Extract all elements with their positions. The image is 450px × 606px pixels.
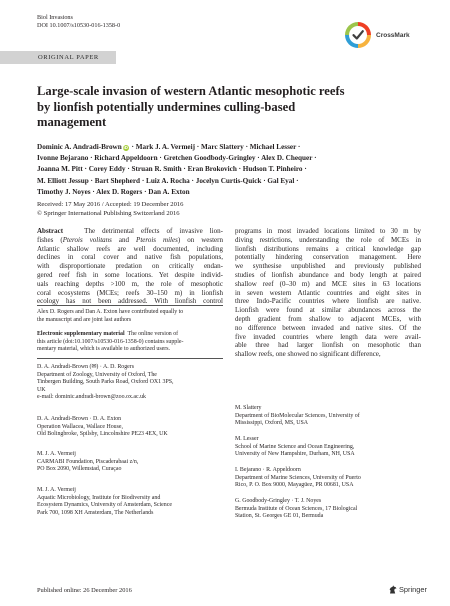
affiliation-block <box>235 467 425 490</box>
author-line: Timothy J. Noyes · Alex D. Rogers · Dan A. Exton <box>37 187 190 196</box>
affiliation-line: Ecosystem Dynamics, University of Amsterdam, Science <box>37 502 172 509</box>
first-author[interactable]: Dominic A. Andradi-Brown <box>37 143 122 151</box>
author-line-rest: · Mark J. A. Vermeij · Marc Slattery · Michael Lesser · <box>129 143 301 151</box>
affiliation-line: School of Marine Science and Ocean Engineering, <box>235 443 355 450</box>
author-line <box>37 142 422 153</box>
abstract-line: declines in coral cover and native fish populations, <box>37 253 223 262</box>
affiliation-line: Bermuda Institute of Ocean Sciences, 17 Biological <box>235 505 358 512</box>
affiliation-block <box>37 416 227 439</box>
springer-logo[interactable] <box>389 585 427 594</box>
title-line: Large-scale invasion of western Atlantic mesophotic reefs <box>37 84 345 98</box>
published-online: Published online: 26 December 2016 <box>37 587 132 594</box>
abstract-line: programs in most invaded locations limited to 30 m by <box>235 227 421 235</box>
affiliation-line: D. A. Andradi-Brown · D. A. Exton <box>37 416 122 422</box>
affiliation-line: M. Lesser <box>235 436 259 442</box>
abstract-line: studies of lionfish abundance and body length at paired <box>235 270 421 279</box>
springer-horse-icon <box>389 585 397 594</box>
abstract-line: coral ecosystems (MCEs; reefs 30–150 m) in lionfish <box>37 288 223 297</box>
affiliation-block <box>37 487 227 517</box>
orcid-icon[interactable]: iD <box>123 144 128 150</box>
abstract-line: shallow reefs, one showed no significant difference, <box>235 350 381 359</box>
affiliation-block <box>235 436 425 459</box>
abstract-line: ecology has not been addressed. With lionfish control <box>37 297 223 306</box>
author-list <box>37 142 422 198</box>
author-line: M. Elliott Jessup · Bart Shepherd · Luiz A. Rocha · Jocelyn Curtis-Quick · Gal Eyal · <box>37 176 299 185</box>
journal-header <box>37 14 120 30</box>
abstract-line: fishes (Pterois volitans and Pterois miles) on western <box>37 235 223 244</box>
affiliation-line: Department of Marine Sciences, University of Puerto <box>235 474 361 481</box>
affiliation-line: University of New Hampshire, Durham, NH, USA <box>235 451 355 458</box>
contribution-line: the manuscript and are joint last authors <box>37 316 132 323</box>
affiliation-block <box>37 364 227 402</box>
abstract-line: lionfish distributions remains a critical knowledge gap <box>235 244 421 253</box>
abstract-line: potentially hindering conservation management. Here <box>235 253 421 262</box>
abstract-line: diving restrictions, understanding the role of MCEs in <box>235 235 421 244</box>
journal-name: Biol Invasions <box>37 14 73 21</box>
affiliation-line: M. J. A. Vermeij <box>37 451 76 457</box>
affiliation-line: M. J. A. Vermeij <box>37 487 76 493</box>
affiliation-line: Department of Zoology, University of Oxford, The <box>37 371 157 378</box>
affiliation-line: Mississippi, Oxford, MS, USA <box>235 420 308 427</box>
author-line: Ivonne Bejarano · Richard Appeldoorn · Gretchen Goodbody-Gringley · Alex D. Chequer · <box>37 154 317 163</box>
abstract-line: we synthesise unpublished and previously published <box>235 262 421 271</box>
affiliation-block <box>235 498 425 521</box>
abstract-line: shallow reef (0–30 m) and MCE sites in 63 locations <box>235 279 421 288</box>
abstract-line: five invaded countries where length data were avail- <box>235 332 421 341</box>
abstract-line: depth gradient from shallow to adjacent MCEs, with <box>235 314 421 323</box>
affiliation-line: M. Slattery <box>235 405 262 411</box>
affiliation-block <box>235 405 425 428</box>
crossmark-label: CrossMark <box>376 31 410 39</box>
crossmark-badge[interactable] <box>343 20 410 50</box>
affiliation-line: G. Goodbody-Gringley · T. J. Noyes <box>235 498 322 504</box>
abstract-line: in seven western Atlantic countries and eight sites in <box>235 288 421 297</box>
affiliation-line: Rico, P. O. Box 9000, Mayagüez, PR 00681, USA <box>235 482 354 489</box>
abstract-line: uals reaching depths >100 m, the role of mesophotic <box>37 279 223 288</box>
esm-doi-link[interactable]: doi:10.1007/s10530-016-1358-0 <box>65 338 142 345</box>
section-label: ORIGINAL PAPER <box>38 54 99 61</box>
abstract-line: Abstract The detrimental effects of invasive lion- <box>37 227 224 235</box>
title-line: by lionfish potentially undermines culling-based <box>37 99 296 114</box>
affiliation-line: PO Box 2090, Willemstad, Curaçao <box>37 466 122 473</box>
abstract-line: gered reef fish in some locations. Yet despite individ- <box>37 270 223 279</box>
affiliation-block <box>37 451 227 474</box>
affiliation-line: D. A. Andradi-Brown (✉) · A. D. Rogers <box>37 364 135 370</box>
affiliation-line: UK <box>37 386 46 393</box>
species-name: Pterois miles <box>136 235 178 244</box>
copyright: © Springer International Publishing Switzerland 2016 <box>37 209 180 217</box>
article-doi[interactable]: DOI 10.1007/s10530-016-1358-0 <box>37 22 121 29</box>
contribution-line: Alex D. Rogers and Dan A. Exton have contributed equally to <box>37 309 184 315</box>
affiliation-line: Station, St. Georges GE 01, Bermuda <box>235 513 324 520</box>
received-accepted: Received: 17 May 2016 / Accepted: 19 December 2016 <box>37 201 184 208</box>
affiliation-line: Aquatic Microbiology, Institute for Biodiversity and <box>37 494 161 501</box>
abstract-continued <box>235 227 421 359</box>
article-dates <box>37 201 183 218</box>
abstract-line: Atlantic shallow reefs are well documented, including <box>37 244 223 253</box>
affiliation-line: CARMABI Foundation, Piscaderabaai z/n, <box>37 458 139 465</box>
abstract-line: no difference between invaded and native sites. Of the <box>235 323 421 332</box>
affiliation-line: Old Bolingbroke, Spilsby, Lincolnshire PE23 4EX, UK <box>37 431 168 438</box>
abstract-line: able three had larger lionfish on mesophotic than <box>235 341 421 350</box>
title-line: management <box>37 115 107 129</box>
abstract-line: with disproportionate predation on critically endan- <box>37 262 223 271</box>
affiliation-line: Operation Wallacea, Wallace House, <box>37 423 124 430</box>
abstract-line: three Indo-Pacific countries where lionfish are native. <box>235 297 421 306</box>
abstract <box>37 227 223 306</box>
article-title <box>37 84 417 131</box>
author-line: Joanna M. Pitt · Corey Eddy · Struan R. Smith · Eran Brokovich · Hudson T. Pinheiro · <box>37 165 307 174</box>
affiliation-line: Department of BioMolecular Sciences, University of <box>235 412 360 419</box>
affiliation-line: Tinbergen Building, South Parks Road, Oxford OX1 3PS, <box>37 379 174 386</box>
crossmark-icon <box>343 20 373 50</box>
footnote-rule <box>37 305 223 306</box>
publisher-name: Springer <box>399 585 427 594</box>
contribution-note <box>37 309 223 324</box>
esm-label: Electronic supplementary material <box>37 331 125 337</box>
species-name: Pterois volitans <box>62 235 112 244</box>
abstract-line: Lionfish were found at similar abundances across the <box>235 306 421 315</box>
email-link[interactable]: e-mail: dominic.andradi-brown@zoo.ox.ac.uk <box>37 394 146 401</box>
affiliation-line: I. Bejarano · R. Appeldoorn <box>235 467 301 473</box>
supplementary-note: Electronic supplementary material The online version of this article (doi:10.1007/s10530-016-1358-0) contains supple- mentary material, which is available to authorized users. <box>37 331 184 353</box>
affiliation-rule <box>37 358 223 359</box>
affiliation-line: Park 700, 1098 XH Amsterdam, The Netherlands <box>37 509 154 516</box>
abstract-label: Abstract <box>37 227 64 235</box>
